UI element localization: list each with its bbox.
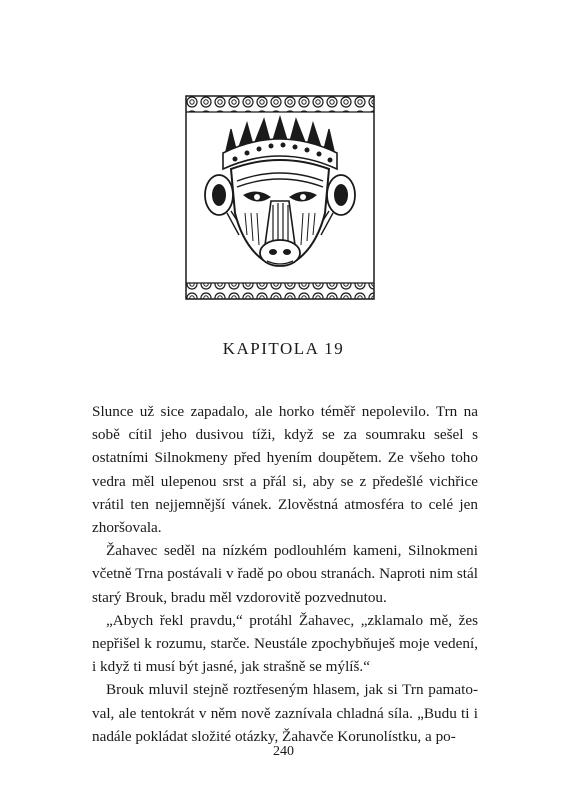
chapter-heading: KAPITOLA 19	[222, 339, 345, 358]
body-text	[92, 400, 478, 748]
paragraph: „Abych řekl pravdu,“ protáhl Žahavec, „zklamalo mě, žes nepřišel k rozumu, starče. Neustále zpochybňuješ moje vedení, i když ti musí být jasné, jak strašně se mýlíš.“	[92, 611, 478, 676]
paragraph: Slunce už sice zapadalo, ale horko téměř nepolevilo. Trn na sobě cítil jeho dusivou tíži, když se za soumraku sešel s ostatními Silnokmeny před hyením doupětem. Ze všeho toho vedra měl ulepenou srst a přál si, aby se z předešlé vichřice vrátil ten nejjemnější vánek. Zlověstná atmosféra to celé jen zhoršovala.	[92, 403, 478, 537]
tribal-mask-icon	[185, 95, 375, 300]
paragraph: Žahavec seděl na nízkém podlouhlém kameni, Silnokmeni včetně Trna postávali v řadě po obou stranách. Naproti nim stál starý Brouk, bradu měl vzdorovitě pozvednutou.	[92, 542, 478, 606]
chapter-ornament	[185, 95, 375, 300]
page-number: 240	[273, 744, 294, 759]
paragraph: Brouk mluvil stejně roztřeseným hlasem, jak si Trn pamatoval, ale tentokrát v něm nově zaznívala chladná síla. „Budu ti i nadále pokládat složité otázky, Žahavče Korunolístku, a po-	[92, 681, 478, 745]
